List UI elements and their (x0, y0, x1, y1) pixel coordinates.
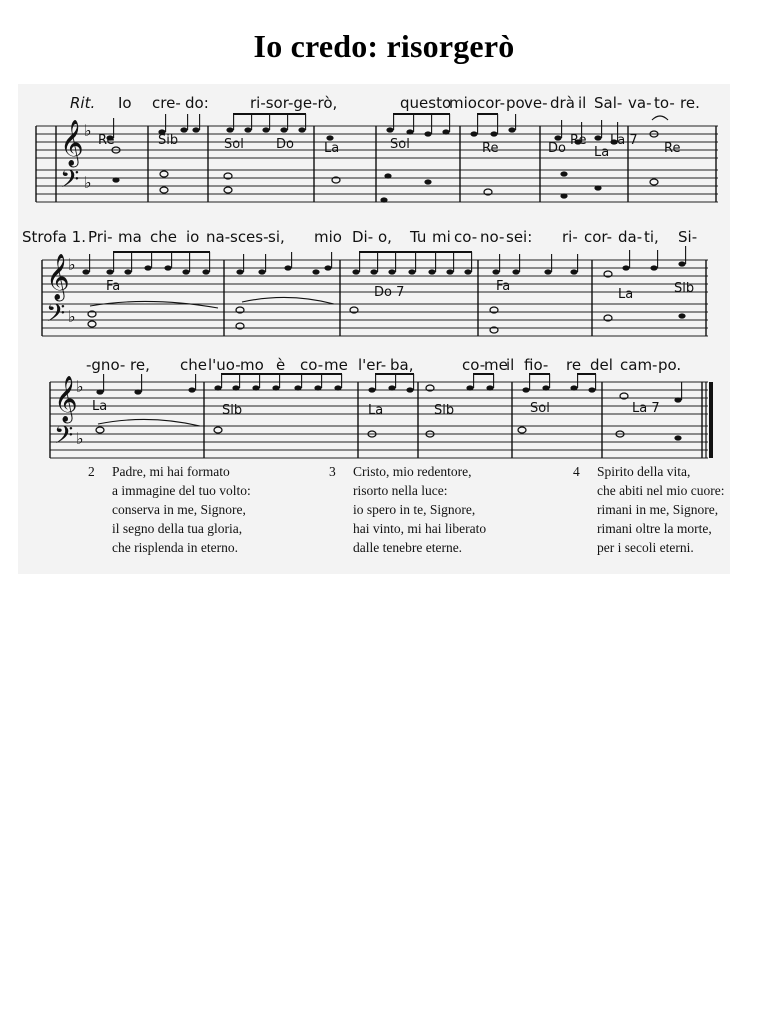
svg-text:Do: Do (548, 141, 566, 156)
svg-text:to-: to- (654, 94, 675, 112)
svg-text:La: La (594, 145, 610, 160)
system-1 (36, 94, 718, 203)
svg-text:co-: co- (454, 228, 478, 246)
svg-text:co-: co- (462, 356, 486, 374)
key-signature-flat-icon: ♭ (76, 379, 84, 396)
svg-text:sces-: sces- (230, 228, 269, 246)
svg-text:mi: mi (432, 228, 451, 246)
svg-text:re.: re. (680, 94, 700, 112)
svg-text:-gno-: -gno- (86, 356, 126, 374)
verse-line: Spirito della vita, (597, 464, 691, 479)
svg-text:me: me (484, 356, 508, 374)
svg-text:Re: Re (98, 133, 115, 148)
svg-text:Re: Re (570, 133, 587, 148)
verse-line: hai vinto, mi hai liberato (353, 521, 487, 536)
svg-text:il: il (506, 356, 515, 374)
key-signature-flat-icon: ♭ (76, 431, 84, 448)
system-2-chord-labels (106, 279, 694, 302)
verse-2 (88, 462, 251, 557)
svg-text:cam-: cam- (620, 356, 658, 374)
svg-text:Sol: Sol (530, 401, 550, 416)
svg-text:cre-: cre- (152, 94, 181, 112)
verse-line: io spero in te, Signore, (353, 502, 476, 517)
verse-line: risorto nella luce: (353, 483, 448, 498)
system-3-chord-labels (92, 399, 660, 418)
system-3-lyrics (86, 356, 681, 374)
verse-line: dalle tenebre eterne. (353, 540, 463, 555)
tie-icon (242, 297, 334, 304)
fermata-icon (652, 116, 668, 120)
svg-text:re: re (566, 356, 582, 374)
svg-text:l'er-: l'er- (358, 356, 387, 374)
svg-text:Re: Re (664, 141, 681, 156)
svg-text:Sal-: Sal- (594, 94, 623, 112)
svg-text:Sib: Sib (158, 133, 179, 148)
system-1-chord-labels (98, 133, 680, 160)
svg-text:drà: drà (550, 94, 575, 112)
svg-text:La 7: La 7 (610, 133, 638, 148)
svg-text:Do: Do (276, 137, 294, 152)
verse-line: a immagine del tuo volto: (112, 483, 251, 498)
treble-clef-icon: 𝄞 (60, 120, 84, 166)
svg-text:ti,: ti, (644, 228, 659, 246)
svg-text:me: me (324, 356, 348, 374)
svg-text:questo: questo (400, 94, 452, 112)
system-1-stems (114, 114, 618, 142)
svg-text:che: che (150, 228, 177, 246)
verse-line: Padre, mi hai formato (112, 464, 230, 479)
svg-text:co-: co- (300, 356, 324, 374)
svg-text:Fa: Fa (106, 279, 121, 294)
svg-text:sei:: sei: (506, 228, 533, 246)
verse-1-label: Strofa 1. (22, 228, 86, 246)
system-2 (22, 228, 708, 336)
svg-text:si,: si, (268, 228, 285, 246)
key-signature-flat-icon: ♭ (84, 175, 92, 192)
svg-text:Sib: Sib (222, 403, 243, 418)
svg-text:Sol: Sol (390, 137, 410, 152)
system-2-bass-staff (42, 304, 708, 336)
svg-text:La: La (324, 141, 340, 156)
tie-icon (90, 301, 218, 308)
svg-text:mio: mio (449, 94, 477, 112)
svg-text:Si-: Si- (678, 228, 698, 246)
key-signature-flat-icon: ♭ (68, 257, 76, 274)
svg-text:cor-: cor- (584, 228, 613, 246)
song-title: Io credo: risorgerò (253, 28, 515, 64)
bass-clef-icon: 𝄢 (46, 299, 66, 334)
key-signature-flat-icon: ♭ (84, 123, 92, 140)
svg-text:che: che (180, 356, 207, 374)
system-2-lyrics (22, 228, 697, 246)
tie-icon (98, 419, 200, 426)
system-3-notes (96, 385, 682, 441)
system-1-bass-staff (36, 170, 718, 202)
treble-clef-icon: 𝄞 (54, 376, 78, 422)
verse-line: che abiti nel mio cuore: (597, 483, 725, 498)
svg-text:Io: Io (118, 94, 132, 112)
svg-text:Sib: Sib (434, 403, 455, 418)
svg-text:io: io (186, 228, 200, 246)
svg-text:l'uo-: l'uo- (208, 356, 241, 374)
svg-text:po: po (506, 94, 525, 112)
refrain-label: Rit. (70, 94, 96, 112)
svg-text:po.: po. (658, 356, 682, 374)
svg-text:mo: mo (240, 356, 264, 374)
svg-text:Sib: Sib (674, 281, 695, 296)
verse-line: rimani oltre la morte, (597, 521, 712, 536)
svg-text:ri-sor-ge-rò,: ri-sor-ge-rò, (250, 94, 338, 112)
svg-text:mio: mio (314, 228, 342, 246)
svg-text:La: La (368, 403, 384, 418)
svg-text:La: La (92, 399, 108, 414)
svg-text:o,: o, (378, 228, 392, 246)
system-3 (50, 356, 713, 458)
svg-text:do:: do: (185, 94, 209, 112)
svg-text:La 7: La 7 (632, 401, 660, 416)
svg-text:La: La (618, 287, 634, 302)
verse-line: Cristo, mio redentore, (353, 464, 472, 479)
verse-number: 2 (88, 464, 95, 479)
svg-text:da-: da- (618, 228, 643, 246)
svg-text:Re: Re (482, 141, 499, 156)
svg-text:è: è (276, 356, 286, 374)
verse-4 (573, 462, 725, 557)
svg-text:cor-: cor- (477, 94, 506, 112)
svg-text:il: il (578, 94, 587, 112)
svg-text:ve-: ve- (524, 94, 548, 112)
bass-clef-icon: 𝄢 (54, 421, 74, 456)
svg-text:no-: no- (480, 228, 505, 246)
svg-text:Fa: Fa (496, 279, 511, 294)
verse-number: 3 (329, 464, 336, 479)
svg-text:va-: va- (628, 94, 652, 112)
verse-line: il segno della tua gloria, (112, 521, 243, 536)
bass-clef-icon: 𝄢 (60, 165, 80, 200)
music-score (18, 84, 730, 464)
svg-text:na-: na- (206, 228, 231, 246)
system-3-bass-staff (50, 426, 708, 458)
svg-text:ma: ma (118, 228, 142, 246)
svg-text:Do 7: Do 7 (374, 285, 405, 300)
verse-line: per i secoli eterni. (597, 540, 694, 555)
svg-text:ba,: ba, (390, 356, 414, 374)
svg-text:Pri-: Pri- (88, 228, 113, 246)
verse-3 (329, 462, 487, 557)
verse-line: che risplenda in eterno. (112, 540, 238, 555)
svg-text:re,: re, (130, 356, 150, 374)
system-1-lyrics (118, 94, 700, 112)
svg-text:Di-: Di- (352, 228, 374, 246)
treble-clef-icon: 𝄞 (46, 254, 70, 300)
verse-line: rimani in me, Signore, (597, 502, 719, 517)
svg-text:Tu: Tu (410, 228, 427, 246)
verse-number: 4 (573, 464, 580, 479)
svg-text:del: del (590, 356, 613, 374)
key-signature-flat-icon: ♭ (68, 309, 76, 326)
final-barline (706, 382, 713, 458)
verse-line: conserva in me, Signore, (112, 502, 246, 517)
svg-text:ri-: ri- (562, 228, 578, 246)
svg-text:fio-: fio- (524, 356, 549, 374)
svg-text:Sol: Sol (224, 137, 244, 152)
additional-verses (0, 462, 768, 562)
